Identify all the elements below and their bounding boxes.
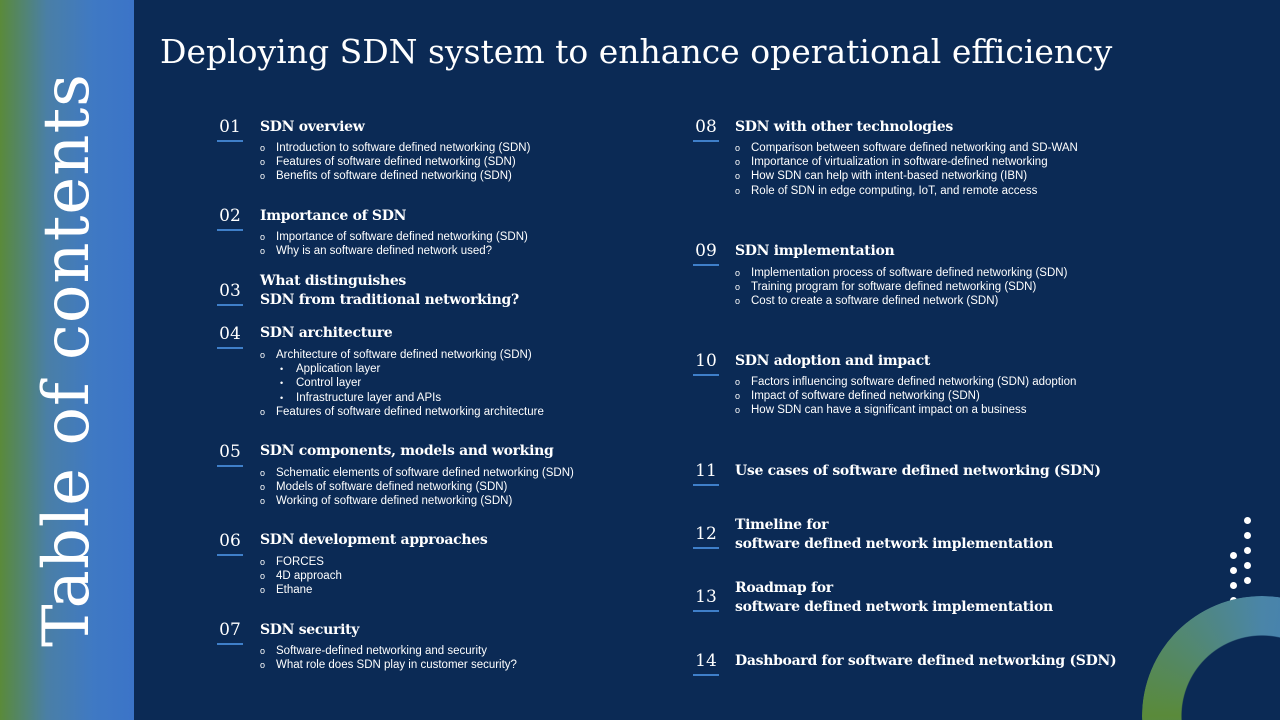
entry-heading-line1: Roadmap for (735, 580, 833, 596)
number-underline (693, 140, 719, 142)
entry-heading-line1: Timeline for (735, 517, 829, 533)
entry-number: 09 (695, 241, 717, 261)
subitem: o Working of software defined networking (SDN) (260, 495, 513, 507)
subitem: o What role does SDN play in customer security? (260, 659, 517, 671)
number-underline (693, 264, 719, 266)
nested-subitem: • Control layer (280, 377, 362, 389)
subitem: o Importance of virtualization in software-defined networking (735, 156, 1048, 168)
entry-heading: Dashboard for software defined networking (SDN) (735, 653, 1117, 669)
subitem: o Importance of software defined networking (SDN) (260, 231, 528, 243)
entry-heading: Use cases of software defined networking (SDN) (735, 463, 1101, 479)
number-underline (217, 554, 243, 556)
subitem: o Ethane (260, 584, 313, 596)
entry-heading-line1: What distinguishes (260, 273, 407, 289)
entry-number: 01 (219, 117, 241, 137)
entry-heading: SDN security (260, 622, 360, 638)
number-underline (217, 229, 243, 231)
entry-heading: SDN architecture (260, 325, 393, 341)
subitem: o Software-defined networking and security (260, 645, 487, 657)
entry-heading: SDN implementation (735, 243, 895, 259)
subitem: o Schematic elements of software defined networking (SDN) (260, 467, 574, 479)
nested-subitem: • Infrastructure layer and APIs (280, 392, 442, 404)
number-underline (217, 304, 243, 306)
number-underline (693, 674, 719, 676)
number-underline (217, 140, 243, 142)
entry-number: 13 (695, 587, 717, 607)
sidebar-title: Table of contents (30, 72, 104, 648)
entry-number: 14 (695, 651, 717, 671)
page-title: Deploying SDN system to enhance operational efficiency (160, 32, 1113, 71)
number-underline (693, 547, 719, 549)
entry-number: 07 (219, 620, 241, 640)
entry-heading: SDN overview (260, 119, 365, 135)
subitem: o Features of software defined networking architecture (260, 406, 544, 418)
subitem: o Training program for software defined networking (SDN) (735, 281, 1037, 293)
entry-heading: SDN components, models and working (260, 443, 554, 459)
sidebar-panel (0, 0, 134, 720)
entry-number: 08 (695, 117, 717, 137)
subitem: o Models of software defined networking (SDN) (260, 481, 508, 493)
subitem: o Features of software defined networking (SDN) (260, 156, 516, 168)
subitem: o How SDN can help with intent-based networking (IBN) (735, 170, 1028, 182)
entry-heading-line2: software defined network implementation (735, 536, 1053, 552)
entry-number: 11 (695, 461, 717, 481)
number-underline (217, 643, 243, 645)
entry-heading: SDN adoption and impact (735, 353, 931, 369)
entry-number: 06 (219, 531, 241, 551)
entry-number: 05 (219, 442, 241, 462)
nested-subitem: • Application layer (280, 363, 381, 375)
subitem: o Architecture of software defined networking (SDN) (260, 349, 532, 361)
subitem: o FORCES (260, 556, 324, 568)
entry-number: 12 (695, 524, 717, 544)
entry-number: 10 (695, 351, 717, 371)
subitem: o Comparison between software defined networking and SD-WAN (735, 142, 1078, 154)
subitem: o Impact of software defined networking (SDN) (735, 390, 980, 402)
subitem: o Introduction to software defined networking (SDN) (260, 142, 531, 154)
subitem: o Role of SDN in edge computing, IoT, and remote access (735, 185, 1038, 197)
subitem: o Benefits of software defined networking (SDN) (260, 170, 512, 182)
entry-number: 03 (219, 281, 241, 301)
number-underline (693, 374, 719, 376)
number-underline (693, 610, 719, 612)
entry-heading-line2: software defined network implementation (735, 599, 1053, 615)
entry-number: 04 (219, 324, 241, 344)
subitem: o Why is an software defined network used? (260, 245, 493, 257)
subitem: o Factors influencing software defined networking (SDN) adoption (735, 376, 1077, 388)
entry-heading: Importance of SDN (260, 208, 407, 224)
subitem: o How SDN can have a significant impact on a business (735, 404, 1027, 416)
entry-heading: SDN with other technologies (735, 119, 953, 135)
subitem: o Implementation process of software defined networking (SDN) (735, 267, 1068, 279)
decorative-arc (1142, 596, 1280, 720)
subitem: o 4D approach (260, 570, 342, 582)
number-underline (693, 484, 719, 486)
number-underline (217, 347, 243, 349)
number-underline (217, 465, 243, 467)
entry-heading-line2: SDN from traditional networking? (260, 292, 519, 308)
entry-heading: SDN development approaches (260, 532, 488, 548)
subitem: o Cost to create a software defined network (SDN) (735, 295, 999, 307)
entry-number: 02 (219, 206, 241, 226)
